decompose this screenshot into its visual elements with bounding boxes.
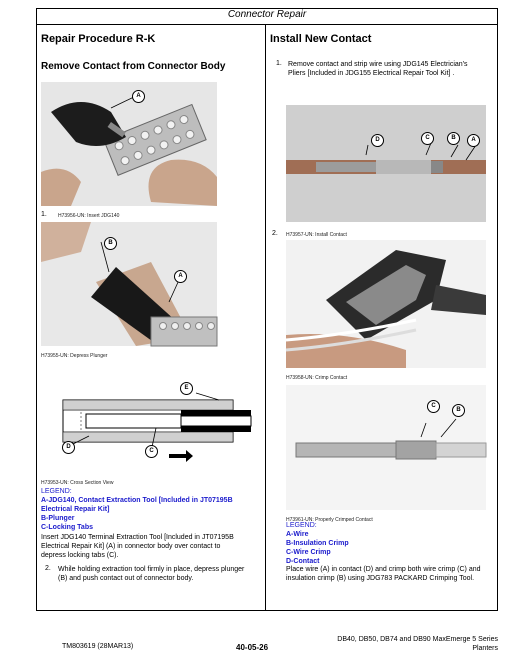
legend-item-c: C-Wire Crimp <box>286 549 331 556</box>
section-subtitle-remove: Remove Contact from Connector Body <box>41 61 226 72</box>
callout-b-install: B <box>447 132 460 145</box>
remove-instructions <box>41 533 234 560</box>
callout-d-install: D <box>371 134 384 147</box>
install-step1-line: Pliers [Included in JDG155 Electrical Repair Tool Kit] . <box>288 70 455 77</box>
right-step1-number: 1. <box>276 60 282 67</box>
legend-item-b: B-Plunger <box>41 515 75 522</box>
legend-item-d: D-Contact <box>286 558 320 565</box>
callout-c-section: C <box>145 445 158 458</box>
legend-remove <box>41 487 233 532</box>
callout-a-photo2: A <box>174 270 187 283</box>
remove-instructions-line: Electrical Repair Kit] (A) in connector body over contact to <box>41 543 221 550</box>
install-step1 <box>288 60 468 78</box>
caption-insert-tool: H73956-UN: Insert JDG140 <box>58 213 120 219</box>
footer-doc-id: TM803619 (28MAR13) <box>62 643 134 650</box>
right-step2-number: 2. <box>272 230 278 237</box>
callout-b-crimped: B <box>452 404 465 417</box>
left-step2-number: 2. <box>45 565 51 572</box>
remove-step2-line: While holding extraction tool firmly in place, depress plunger <box>58 566 245 573</box>
callout-e: E <box>180 382 193 395</box>
callout-a-install: A <box>467 134 480 147</box>
photo-crimp-contact-drawing <box>286 240 486 368</box>
install-step1-line: Remove contact and strip wire using JDG145 Electrician's <box>288 61 468 68</box>
photo-install-contact-drawing <box>286 105 486 222</box>
callout-a-photo1: A <box>132 90 145 103</box>
left-step1-number: 1. <box>41 211 47 218</box>
legend-title: LEGEND: <box>286 522 317 529</box>
install-instructions <box>286 565 481 583</box>
legend-item-c: C-Locking Tabs <box>41 524 93 531</box>
caption-crimp-contact: H73958-UN: Crimp Contact <box>286 375 348 381</box>
callout-c-install: C <box>421 132 434 145</box>
footer-product: Planters <box>472 645 498 652</box>
remove-step2-line: (B) and push contact out of connector body. <box>58 575 194 582</box>
footer-page-number: 40-05-26 <box>236 643 269 652</box>
column-divider <box>265 25 266 610</box>
legend-item-a: A-Wire <box>286 531 309 538</box>
photo-insert-tool-drawing <box>41 82 217 206</box>
photo-insert-tool <box>41 82 217 206</box>
legend-title: LEGEND: <box>41 488 72 495</box>
caption-install-contact: H73957-UN: Install Contact <box>286 232 347 238</box>
caption-cross-section: H73953-UN: Cross Section View <box>41 480 114 486</box>
photo-depress-plunger <box>41 222 217 346</box>
callout-c-crimped: C <box>427 400 440 413</box>
header-title: Connector Repair <box>227 9 307 20</box>
photo-depress-plunger-drawing <box>41 222 217 346</box>
remove-instructions-line: depress locking tabs (C). <box>41 552 119 559</box>
legend-item-a: A-JDG140, Contact Extraction Tool [Included in JT07195B <box>41 497 233 504</box>
caption-properly-crimped: H73961-UN: Properly Crimped Contact <box>286 517 373 523</box>
photo-crimp-contact <box>286 240 486 368</box>
callout-b-photo2: B <box>104 237 117 250</box>
legend-install <box>286 521 349 566</box>
legend-item-b: B-Insulation Crimp <box>286 540 349 547</box>
header-rule <box>36 24 498 25</box>
procedure-title: Repair Procedure R-K <box>41 33 156 45</box>
install-instructions-line: insulation crimp (B) using JDG783 PACKARD Crimping Tool. <box>286 575 475 582</box>
callout-d-section: D <box>62 441 75 454</box>
install-instructions-line: Place wire (A) in contact (D) and crimp both wire crimp (C) and <box>286 566 481 573</box>
remove-step2 <box>58 565 244 583</box>
photo-install-contact <box>286 105 486 222</box>
install-title: Install New Contact <box>270 33 372 45</box>
legend-item-a-cont: Electrical Repair Kit] <box>41 506 110 513</box>
caption-depress-plunger: H73955-UN: Depress Plunger <box>41 353 108 359</box>
remove-instructions-line: Insert JDG140 Terminal Extraction Tool [Included in JT07195B <box>41 534 234 541</box>
footer-model: DB40, DB50, DB74 and DB90 MaxEmerge 5 Series <box>337 636 498 643</box>
